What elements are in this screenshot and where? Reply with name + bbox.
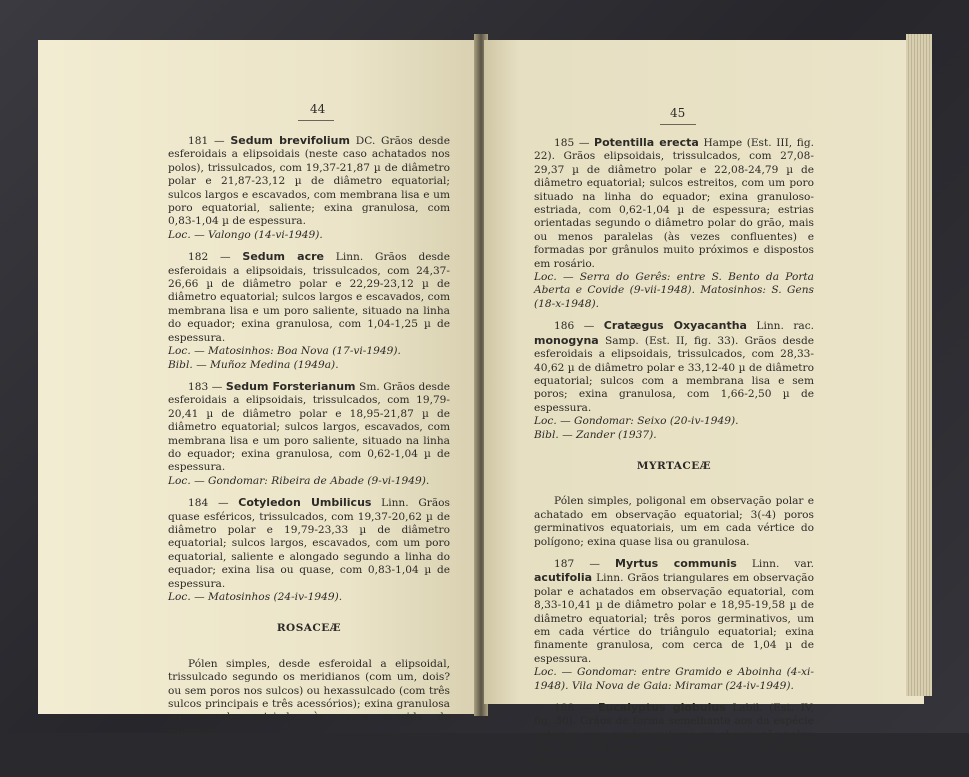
entry-bibliography: Bibl. — Muñoz Medina (1949a). bbox=[168, 358, 339, 371]
page-number-rule bbox=[298, 120, 334, 121]
page-number: 45 bbox=[670, 106, 686, 120]
section-intro: Pólen simples, desde esferoidal a elipsoidal, trissulcado segundo os meridianos (com um, dois? ou sem poros nos sulcos) ou hexassulcado (com três sulcos principais e três acessórios); exina granulosa ou granuloso-estriada, às vezes provida de espinhos. bbox=[168, 657, 450, 737]
entry-182: 182 — Sedum acre Linn. Grãos desde esferoidais a elipsoidais, trissulcados, com 24,37-26,66 µ de diâmetro polar e 22,29-23,12 µ de diâmetro equatorial; sulcos largos e escavados, com membrana lisa e um poro saliente, situado na linha do equador; exina granulosa, com 1,04-1,25 µ de espessura. Loc. — Matosinhos: Boa Nova (17-vi-1949). Bibl. — Muñoz Medina (1949a). bbox=[168, 250, 450, 371]
entry-locality: Loc. — Valongo (14-vi-1949). bbox=[168, 228, 323, 241]
entry-body: Linn. Grãos quase esféricos, trissulcados, com 19,37-20,62 µ de diâmetro polar e 19,79-23,33 µ de diâmetro equatorial; sulcos largos, escavados, com um poro equatorial, saliente e alongado segundo a linha do equador; exina lisa ou quase, com 0,83-1,04 µ de espessura. bbox=[168, 497, 450, 590]
entry-184: 184 — Cotyledon Umbilicus Linn. Grãos quase esféricos, trissulcados, com 19,37-20,62 µ de diâmetro polar e 19,79-23,33 µ de diâmetro equatorial; sulcos largos, escavados, com um poro equatorial, saliente e alongado segundo a linha do equador; exina lisa ou quase, com 0,83-1,04 µ de espessura. Loc. — Matosinhos (24-iv-1949). bbox=[168, 496, 450, 603]
species-name: Sedum Forsterianum bbox=[225, 379, 356, 393]
right-page bbox=[484, 40, 924, 768]
entry-body: Sm. Grãos desde esferoidais a elipsoidais, trissulcados, com 19,79-20,41 µ de diâmetro polar e 18,95-21,87 µ de diâmetro equatorial; sulcos largos, escavados, com membrana lisa e um poro saliente, situado na linha do equador; exina granulosa, com 0,62-1,04 µ de espessura. bbox=[168, 380, 450, 474]
section-intro: Pólen simples, poligonal em observação polar e achatado em observação equatorial; 3(-4) poros germinativos equatoriais, um em cada vértice do polígono; exina quase lisa ou granulosa. bbox=[534, 495, 814, 548]
page-edges bbox=[906, 34, 932, 696]
species-name: Cratægus Oxyacantha bbox=[603, 319, 747, 333]
entry-185: 185 — Potentilla erecta Hampe (Est. III, fig. 22). Grãos elipsoidais, trissulcados, com 27,08-29,37 µ de diâmetro polar e 22,08-24,79 µ de diâmetro equatorial; sulcos estreitos, com um poro situado na linha do equador; exina granuloso-estriada, com 0,62-1,04 µ de espessura; estrias orientadas segundo o diâmetro polar do grão, mais ou menos paralelas (às vezes confluentes) e formadas por grânulos muito próximos e dispostos em rosário. Loc. — Serra do Gerês: entre S. Bento da Porta Aberta e Covide (9-vii-1948). Matosinhos: S. Gens (18-x-1948). bbox=[534, 136, 814, 310]
entry-number: 187 bbox=[554, 557, 575, 570]
entry-body: Samp. (Est. II, fig. 33). Grãos desde esferoidais a elipsoidais, trissulcados, com 28,33-40,62 µ de diâmetro polar e 33,12-40 µ de diâmetro equatorial; sulcos com a membrana lisa e sem poros; exina granulosa, com 1,66-2,50 µ de espessura. bbox=[534, 334, 815, 414]
species-name: Sedum brevifolium bbox=[230, 134, 350, 147]
right-text-block bbox=[534, 136, 814, 777]
entry-181: 181 — Sedum brevifolium DC. Grãos desde esferoidais a elipsoidais (neste caso achatados nos polos), trissulcados, com 19,37-21,87 µ de diâmetro polar e 21,87-23,12 µ de diâmetro equatorial; sulcos largos e escavados, com membrana lisa e um poro equatorial, saliente; exina granulosa, com 0,83-1,04 µ de espessura. Loc. — Valongo (14-vi-1949). bbox=[168, 134, 450, 241]
left-text-block bbox=[168, 134, 450, 746]
entry-body: Linn. Grãos triangulares em observação polar e achatados em observação equatorial, com 8,33-10,41 µ de diâmetro polar e 18,95-19,58 µ de diâmetro equatorial; três poros germinativos, um em cada vértice do triângulo equatorial; exina finamente granulosa, com cerca de 1,04 µ de espessura. bbox=[534, 572, 814, 665]
entry-186: 186 — Cratægus Oxyacantha Linn. rac. monogyna Samp. (Est. II, fig. 33). Grãos desde esferoidais a elipsoidais, trissulcados, com 28,33-40,62 µ de diâmetro polar e 33,12-40 µ de diâmetro equatorial; sulcos com a membrana lisa e sem poros; exina granulosa, com 1,66-2,50 µ de espessura. Loc. — Gondomar: Seixo (20-iv-1949). Bibl. — Zander (1937). bbox=[534, 319, 815, 441]
species-name: Potentilla erecta bbox=[594, 136, 699, 149]
entry-body: Linn. Grãos desde esferoidais a elipsoidais, trissulcados, com 24,37-26,66 µ de diâmetro polar e 22,29-23,12 µ de diâmetro equatorial; sulcos largos e escavados, com membrana lisa e um poro saliente, situado na linha do equador; exina granulosa, com 1,04-1,25 µ de espessura. bbox=[168, 251, 450, 344]
page-number: 44 bbox=[310, 102, 326, 116]
entry-number: 184 bbox=[188, 497, 209, 510]
entry-number: 186 bbox=[554, 320, 575, 333]
species-variety: monogyna bbox=[534, 333, 599, 347]
species-name: Cotyledon Umbilicus bbox=[238, 496, 372, 510]
species-variety: acutifolia bbox=[534, 571, 593, 585]
entry-number: 181 bbox=[188, 135, 209, 147]
entry-locality: Loc. — Gondomar: Ribeira de Abade (9-vi-1949). bbox=[168, 474, 430, 487]
entry-183: 183 — Sedum Forsterianum Sm. Grãos desde esferoidais a elipsoidais, trissulcados, com 19,79-20,41 µ de diâmetro polar e 18,95-21,87 µ de diâmetro equatorial; sulcos largos, escavados, com membrana lisa e um poro saliente, situado na linha do equador; exina granulosa, com 0,62-1,04 µ de espessura. Loc. — Gondomar: Ribeira de Abade (9-vi-1949). bbox=[168, 379, 450, 487]
species-name: Myrtus communis bbox=[615, 556, 737, 570]
species-qualifier: Linn. rac. bbox=[756, 320, 814, 333]
entry-bibliography: Bibl. — Zander (1937). bbox=[534, 428, 657, 441]
section-heading: MYRTACEÆ bbox=[636, 459, 712, 472]
entry-number: 188 bbox=[554, 702, 575, 715]
page-number-rule bbox=[660, 124, 696, 125]
entry-187: 187 — Myrtus communis Linn. var. acutifolia Linn. Grãos triangulares em observação polar e achatados em observação equatorial, com 8,33-10,41 µ de diâmetro polar e 18,95-19,58 µ de diâmetro equatorial; três poros germinativos, um em cada vértice do triângulo equatorial; exina finamente granulosa, com cerca de 1,04 µ de espessura. Loc. — Gondomar: entre Gramido e Aboinha (4-xi-1948). Vila Nova de Gaia: Miramar (24-iv-1949). bbox=[534, 556, 814, 692]
entry-locality: Loc. — Gondomar: entre Gramido e Aboinha (4-xi-1948). Vila Nova de Gaia: Miramar (24-iv-1949). bbox=[534, 666, 814, 692]
entry-body: Hampe (Est. III, fig. 22). Grãos elipsoidais, trissulcados, com 27,08-29,37 µ de diâmetro polar e 22,08-24,79 µ de diâmetro equatorial; sulcos estreitos, com um poro situado na linha do equador; exina granuloso-estriada, com 0,62-1,04 µ de espessura; estrias orientadas segundo o diâmetro polar do grão, mais ou menos paralelas (às vezes confluentes) e formadas por grânulos muito próximos e dispostos em rosário. bbox=[534, 137, 814, 270]
species-qualifier: Linn. var. bbox=[751, 557, 814, 570]
entry-locality: Loc. — Matosinhos (24-iv-1949). bbox=[168, 591, 343, 603]
entry-locality: Loc. — Matosinhos: Boa Nova (17-vi-1949). bbox=[168, 345, 401, 358]
entry-locality: Loc. — Serra do Gerês: entre S. Bento da Porta Aberta e Covide (9-vii-1948). Matosinhos: S. Gens (18-x-1948). bbox=[534, 271, 814, 310]
entry-number: 185 bbox=[554, 137, 575, 149]
entry-body: Labil. (Est. IV, fig. 30). Grãos de forma semelhante aos da espécie anterior, com quadrangulares em observação polar, com 20-21,66 µ de diâmetro polar e 29,16-33,95 µ de diâmetro equatorial; 3(-4) bbox=[534, 702, 814, 768]
entry-number: 182 bbox=[188, 251, 209, 264]
entry-188: 188 — Eucalyptus globulus Labil. (Est. IV, fig. 30). Grãos de forma semelhante aos da espécie anterior, com quadrangulares em observação polar, com 20-21,66 µ de diâmetro polar e 29,16-33,95 µ de diâmetro equatorial; 3(-4) bbox=[534, 701, 814, 768]
section-heading: ROSACEÆ bbox=[276, 622, 342, 635]
entry-body: DC. Grãos desde esferoidais a elipsoidais (neste caso achatados nos polos), trissulcados, com 19,37-21,87 µ de diâmetro polar e 21,87-23,12 µ de diâmetro equatorial; sulcos largos e escavados, com membrana lisa e um poro equatorial, saliente; exina granulosa, com 0,83-1,04 µ de espessura. bbox=[168, 135, 450, 228]
entry-locality: Loc. — Gondomar: Seixo (20-iv-1949). bbox=[534, 415, 739, 428]
species-name: Sedum acre bbox=[242, 250, 325, 264]
species-name: Eucalyptus globulus bbox=[597, 701, 726, 715]
left-page bbox=[38, 40, 480, 737]
entry-number: 183 bbox=[188, 380, 209, 393]
